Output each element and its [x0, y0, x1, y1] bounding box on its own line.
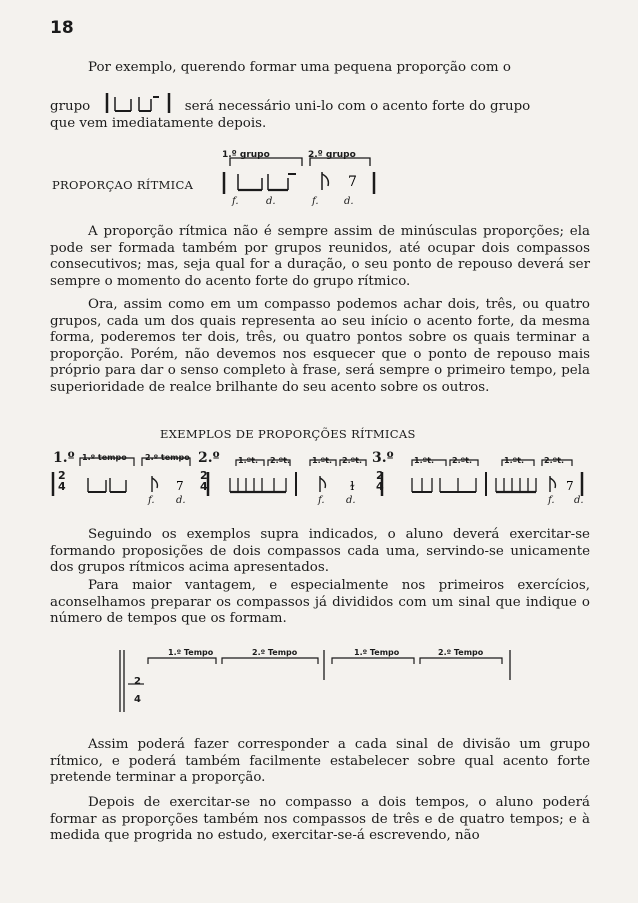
paragraph-2: A proporção rítmica não é sempre assim de minúsculas proporções; ela pode ser formada também por grupos reunidos, até ocupar dois compassos consecutivos; mas, seja qual for a duração, o seu ponto de repouso deverá ser sempre o momento do acento forte do grupo rítmico. [50, 224, 590, 289]
text-grupo: grupo [50, 99, 91, 114]
example2-dyn-f: f. [318, 495, 325, 506]
example1-timesig: 2 4 [58, 469, 66, 493]
figure1-dyn-d1: d. [266, 196, 276, 207]
figure1-bracket1-label: 1.º grupo [222, 150, 270, 160]
example2-bracket1: 1.ºt. [238, 456, 258, 465]
example2-timesig: 2 4 [200, 469, 208, 493]
staff-label-2: 2.º Tempo [252, 648, 298, 657]
example1-dyn-d: d. [176, 495, 186, 506]
staff-bracket-4 [420, 658, 502, 664]
paragraph-6: Assim poderá fazer corresponder a cada sinal de divisão um grupo rítmico, e poderá também facilmente estabelecer sobre qual acento forte pretende terminar a proporção. [50, 737, 590, 785]
svg-text:7: 7 [176, 479, 184, 493]
staff-timesig-top: 2 [134, 676, 141, 687]
page-number: 18 [50, 18, 74, 38]
example2-bracket4: 2.ºt. [342, 456, 362, 465]
staff-timesig-bottom: 4 [134, 694, 141, 705]
example3-dyn-f: f. [548, 495, 555, 506]
paragraph-4: Seguindo os exemplos supra indicados, o aluno deverá exercitar-se formando proposições de dois compassos cada uma, servindo-se unicamente dos grupos rítmicos acima apresentados. [50, 527, 590, 575]
example2-bracket3: 1.ºt. [312, 456, 332, 465]
example1-bracket2: 2.º tempo [145, 453, 190, 462]
paragraph-1-line-3: que vem imediatamente depois. [50, 116, 267, 131]
paragraph-1-line-2 [50, 88, 590, 116]
example2-bracket2: 2.ºt. [270, 456, 290, 465]
staff-label-1: 1.º Tempo [168, 648, 214, 657]
section-title: EXEMPLOS DE PROPORÇÕES RÍTMICAS [160, 427, 416, 441]
staff-label-3: 1.º Tempo [354, 648, 400, 657]
svg-text:7: 7 [348, 174, 357, 190]
example3-number: 3.º [372, 450, 394, 466]
figure1-bracket2-label: 2.º grupo [308, 150, 356, 160]
example1-dyn-f: f. [148, 495, 155, 506]
figure1-dyn-f2: f. [312, 196, 319, 207]
svg-text:ɫ: ɫ [350, 479, 355, 493]
example3-dyn-d: d. [574, 495, 584, 506]
figure1-label: PROPORÇAO RÍTMICA [52, 178, 194, 192]
example2-number: 2.º [198, 450, 220, 466]
example3-bracket2: 2.ºt. [452, 456, 472, 465]
example2-dyn-d: d. [346, 495, 356, 506]
paragraph-3: Ora, assim como em um compasso podemos achar dois, três, ou quatro grupos, cada um dos quais representa ao seu início o acento forte, da mesma forma, poderemos ter dois, três, ou quatro pontos sobre os quais terminar a proporção. Porém, não devemos nos esquecer que o ponto de repouso mais próprio para dar o senso completo à frase, será sempre o primeiro tempo, pela superioridade de realce brilhante do seu acento sobre os outros. [50, 297, 590, 395]
staff-label-4: 2.º Tempo [438, 648, 484, 657]
paragraph-1-line-1: Por exemplo, querendo formar uma pequena proporção com o [88, 60, 511, 75]
paragraph-5: Para maior vantagem, e especialmente nos primeiros exercícios, aconselhamos preparar os compassos já divididos com um sinal que indique o número de tempos que os formam. [50, 578, 590, 626]
paragraph-7: Depois de exercitar-se no compasso a dois tempos, o aluno poderá formar as proporções também nos compassos de três e de quatro tempos; e à medida que progrida no estudo, exercitar-se-á escrevendo, não [50, 795, 590, 843]
figure1-dyn-d2: d. [344, 196, 354, 207]
example3-bracket3: 1.ºt. [504, 456, 524, 465]
svg-text:7: 7 [566, 479, 574, 493]
text-sera-necessario: será necessário uni-lo com o acento forte do grupo [184, 99, 531, 114]
staff-bracket-1 [148, 658, 216, 664]
inline-rhythm-group [95, 88, 181, 116]
example3-bracket1: 1.ºt. [414, 456, 434, 465]
figure1-dyn-f1: f. [232, 196, 239, 207]
example1-bracket1: 1.º tempo [82, 453, 127, 462]
example1-number: 1.º [53, 450, 75, 466]
example3-bracket4: 2.ºt. [544, 456, 564, 465]
staff-bracket-3 [332, 658, 414, 664]
staff-bracket-2 [222, 658, 318, 664]
example3-timesig: 2 4 [376, 469, 384, 493]
